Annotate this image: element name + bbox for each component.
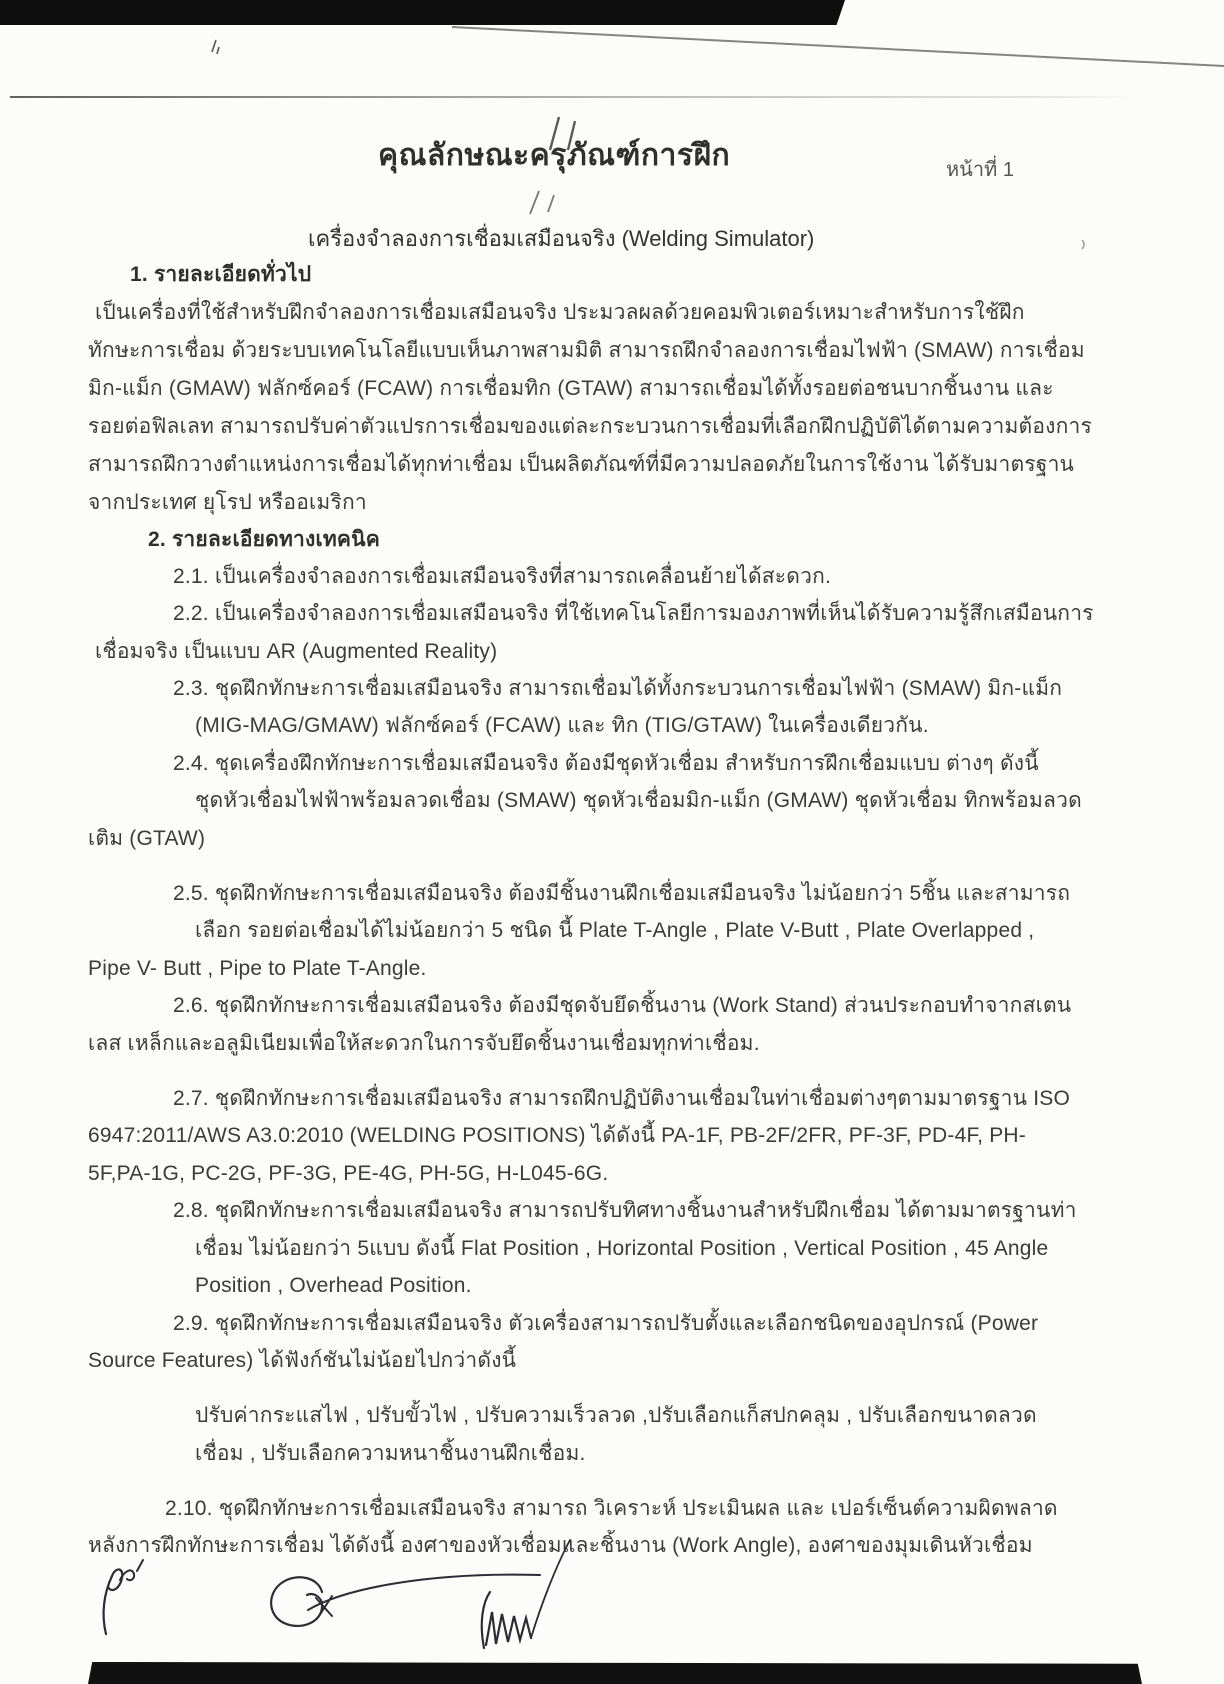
signature-2-tail	[308, 1575, 540, 1616]
scan-artifact-horizontal-line	[10, 96, 1145, 98]
text-line: 2.4. ชุดเครื่องฝึกทักษะการเชื่อมเสมือนจริง ต้องมีชุดหัวเชื่อม สำหรับการฝึกเชื่อมแบบ ต่างๆ ดังนี้	[173, 752, 1039, 775]
text-line: ชุดหัวเชื่อมไฟฟ้าพร้อมลวดเชื่อม (SMAW) ชุดหัวเชื่อมมิก-แม็ก (GMAW) ชุดหัวเชื่อม ทิกพร้อมลวด	[195, 789, 1082, 812]
text-line: 2.2. เป็นเครื่องจำลองการเชื่อมเสมือนจริง ที่ใช้เทคโนโลยีการมองภาพที่เห็นได้รับความรู้สึกเสมือนการ	[173, 602, 1094, 625]
text-line: 2.3. ชุดฝึกทักษะการเชื่อมเสมือนจริง สามารถเชื่อมได้ทั้งกระบวนการเชื่อมไฟฟ้า (SMAW) มิก-แม็ก	[173, 677, 1063, 700]
text-line: เชื่อม , ปรับเลือกความหนาชิ้นงานฝึกเชื่อม.	[195, 1442, 586, 1465]
text-line: เป็นเครื่องที่ใช้สำหรับฝึกจำลองการเชื่อมเสมือนจริง ประมวลผลด้วยคอมพิวเตอร์เหมาะสำหรับการใช้ฝึก	[95, 301, 1025, 324]
text-line: เชื่อม ไม่น้อยกว่า 5แบบ ดังนี้ Flat Position , Horizontal Position , Vertical Position , 45 Angle	[195, 1237, 1049, 1260]
text-line: (MIG-MAG/GMAW) ฟลักซ์คอร์ (FCAW) และ ทิก (TIG/GTAW) ในเครื่องเดียวกัน.	[195, 714, 929, 737]
text-line: เชื่อมจริง เป็นแบบ AR (Augmented Reality)	[95, 640, 498, 663]
text-line: 2.9. ชุดฝึกทักษะการเชื่อมเสมือนจริง ตัวเครื่องสามารถปรับตั้งและเลือกชนิดของอุปกรณ์ (Power	[173, 1312, 1039, 1335]
pen-mark-speck	[212, 40, 219, 54]
text-line: 5F,PA-1G, PC-2G, PF-3G, PE-4G, PH-5G, H-L045-6G.	[88, 1162, 609, 1185]
text-line: เลือก รอยต่อเชื่อมได้ไม่น้อยกว่า 5 ชนิด นี้ Plate T-Angle , Plate V-Butt , Plate Overlapped ,	[195, 919, 1035, 942]
text-line: จากประเทศ ยุโรป หรืออเมริกา	[88, 491, 367, 514]
pen-mark-below-title	[530, 191, 554, 214]
text-line: 2.1. เป็นเครื่องจำลองการเชื่อมเสมือนจริงที่สามารถเคลื่อนย้ายได้สะดวก.	[173, 565, 832, 588]
text-line: 1. รายละเอียดทั่วไป	[130, 263, 312, 286]
page-number-label: หน้าที่ 1	[946, 159, 1014, 181]
text-line: สามารถฝึกวางตำแหน่งการเชื่อมได้ทุกท่าเชื่อม เป็นผลิตภัณฑ์ที่มีความปลอดภัยในการใช้งาน ได้รับมาตรฐาน	[88, 453, 1075, 476]
signature-1	[104, 1569, 123, 1634]
text-line: ปรับค่ากระแสไฟ , ปรับขั้วไฟ , ปรับความเร็วลวด ,ปรับเลือกแก็สปกคลุม , ปรับเลือกขนาดลวด	[195, 1404, 1037, 1427]
text-line: เติม (GTAW)	[88, 827, 206, 850]
text-line: 2.6. ชุดฝึกทักษะการเชื่อมเสมือนจริง ต้องมีชุดจับยึดชิ้นงาน (Work Stand) ส่วนประกอบทำจากสเตน	[173, 994, 1072, 1017]
text-line: มิก-แม็ก (GMAW) ฟลักซ์คอร์ (FCAW) การเชื่อมทิก (GTAW) สามารถเชื่อมได้ทั้งรอยต่อชนบากชิ้นงาน และ	[88, 377, 1054, 400]
text-line: 6947:2011/AWS A3.0:2010 (WELDING POSITIONS) ได้ดังนี้ PA-1F, PB-2F/2FR, PF-3F, PD-4F, PH-	[88, 1124, 1026, 1147]
document-subtitle: เครื่องจำลองการเชื่อมเสมือนจริง (Welding Simulator)	[308, 226, 815, 251]
text-line: 2.5. ชุดฝึกทักษะการเชื่อมเสมือนจริง ต้องมีชิ้นงานฝึกเชื่อมเสมือนจริง ไม่น้อยกว่า 5ชิ้น และสามารถ	[173, 882, 1071, 905]
text-line: เลส เหล็กและอลูมิเนียมเพื่อให้สะดวกในการจับยึดชิ้นงานเชื่อมทุกท่าเชื่อม.	[88, 1032, 760, 1055]
text-line: รอยต่อฟิลเลท สามารถปรับค่าตัวแปรการเชื่อมของแต่ละกระบวนการเชื่อมที่เลือกฝึกปฏิบัติได้ตามความต้องการ	[88, 415, 1093, 438]
text-line: 2.10. ชุดฝึกทักษะการเชื่อมเสมือนจริง สามารถ วิเคราะห์ ประเมินผล และ เปอร์เซ็นต์ความผิดพลาด	[165, 1497, 1058, 1520]
document-title: คุณลักษณะครุภัณฑ์การฝึก	[378, 139, 731, 172]
pen-mark-comma-speck	[1082, 240, 1084, 249]
text-line: ทักษะการเชื่อม ด้วยระบบเทคโนโลยีแบบเห็นภาพสามมิติ สามารถฝึกจำลองการเชื่อมไฟฟ้า (SMAW) การเชื่อม	[88, 339, 1085, 362]
text-line: Pipe V- Butt , Pipe to Plate T-Angle.	[88, 957, 427, 980]
scan-artifact-diagonal-line	[452, 27, 1224, 66]
text-line: Position , Overhead Position.	[195, 1274, 472, 1297]
text-line: 2.7. ชุดฝึกทักษะการเชื่อมเสมือนจริง สามารถฝึกปฏิบัติงานเชื่อมในท่าเชื่อมต่างๆตามมาตรฐาน ISO	[173, 1087, 1071, 1110]
text-line: 2. รายละเอียดทางเทคนิค	[148, 528, 380, 551]
text-line: 2.8. ชุดฝึกทักษะการเชื่อมเสมือนจริง สามารถปรับทิศทางชิ้นงานสำหรับฝึกเชื่อม ได้ตามมาตรฐานท่า	[173, 1199, 1077, 1222]
text-line: หลังการฝึกทักษะการเชื่อม ได้ดังนี้ องศาของหัวเชื่อมและชิ้นงาน (Work Angle), องศาของมุมเดินหัวเชื่อม	[88, 1534, 1033, 1557]
signature-1-flourish	[120, 1560, 143, 1580]
scan-artifact-top-bar	[0, 0, 845, 25]
scan-artifact-bottom-bar	[88, 1662, 1142, 1684]
signature-2	[271, 1577, 322, 1626]
signature-3	[482, 1592, 531, 1648]
text-line: Source Features) ได้ฟังก์ชันไม่น้อยไปกว่าดังนี้	[88, 1349, 517, 1372]
